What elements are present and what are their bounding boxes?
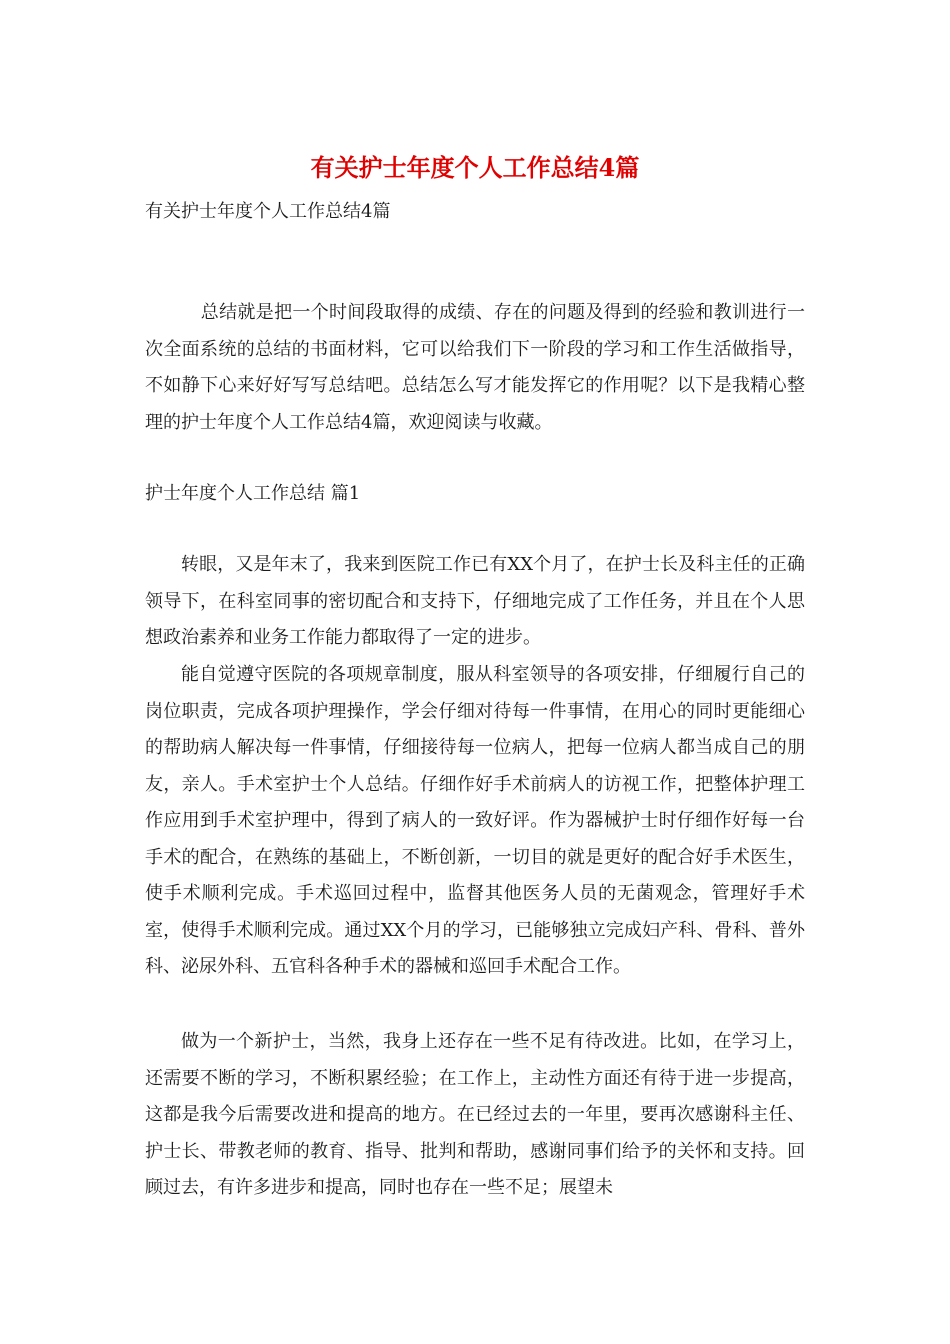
body-paragraph-1: 转眼，又是年末了，我来到医院工作已有XX个月了，在护士长及科主任的正确领导下，在科室同事的密切配合和支持下，仔细地完成了工作任务，并且在个人思想政治素养和业务工作能力都取得了一定的进步。: [145, 554, 805, 648]
body-paragraph-3: 做为一个新护士，当然，我身上还存在一些不足有待改进。比如，在学习上，还需要不断的学习，不断积累经验；在工作上，主动性方面还有待于进一步提高，这都是我今后需要改进和提高的地方。在已经过去的一年里，要再次感谢科主任、护士长、带教老师的教育、指导、批判和帮助，感谢同事们给予的关怀和支持。回顾过去，有许多进步和提高，同时也存在一些不足；展望未: [145, 1031, 805, 1198]
section-heading: 护士年度个人工作总结 篇1: [145, 483, 361, 504]
document-subtitle: 有关护士年度个人工作总结4篇: [145, 201, 391, 222]
document-title: 有关护士年度个人工作总结4篇: [310, 153, 640, 182]
intro-paragraph: 总结就是把一个时间段取得的成绩、存在的问题及得到的经验和教训进行一次全面系统的总结的书面材料，它可以给我们下一阶段的学习和工作生活做指导，不如静下心来好好写写总结吧。总结怎么写才能发挥它的作用呢？以下是我精心整理的护士年度个人工作总结4篇，欢迎阅读与收藏。: [145, 302, 805, 433]
body-paragraph-2: 能自觉遵守医院的各项规章制度，服从科室领导的各项安排，仔细履行自己的岗位职责，完成各项护理操作，学会仔细对待每一件事情，在用心的同时更能细心的帮助病人解决每一件事情，仔细接待每一位病人，把每一位病人都当成自己的朋友，亲人。手术室护士个人总结。仔细作好手术前病人的访视工作，把整体护理工作应用到手术室护理中，得到了病人的一致好评。作为器械护士时仔细作好每一台手术的配合，在熟练的基础上，不断创新，一切目的就是更好的配合好手术医生，使手术顺利完成。手术巡回过程中，监督其他医务人员的无菌观念，管理好手术室，使得手术顺利完成。通过XX个月的学习，已能够独立完成妇产科、骨科、普外科、泌尿外科、五官科各种手术的器械和巡回手术配合工作。: [145, 664, 805, 977]
